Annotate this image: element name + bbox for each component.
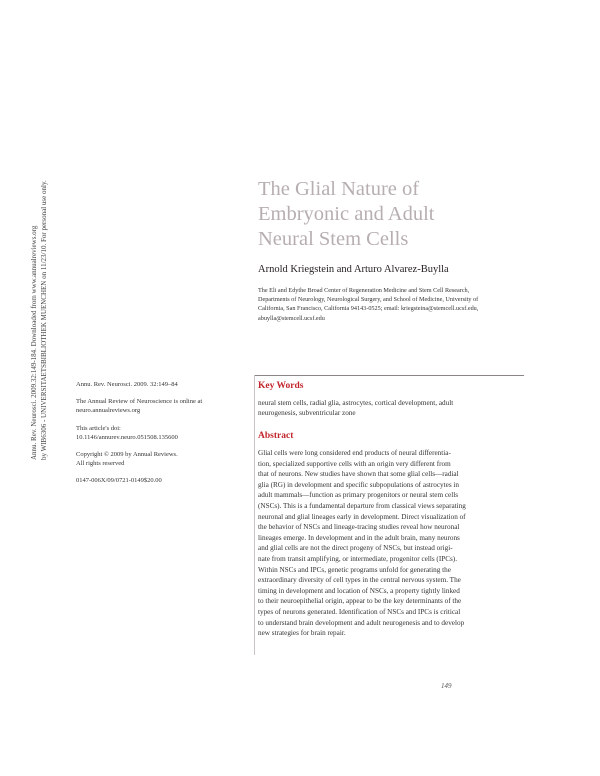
citation: Annu. Rev. Neurosci. 2009. 32:149–84 xyxy=(76,381,178,388)
abstract-line: to their neuroepithelial origin, appear to be the key determinants of the xyxy=(258,597,462,606)
abstract-line: tion, specialized supportive cells with an origin very different from xyxy=(258,459,451,468)
copyright-block xyxy=(76,450,236,468)
authors: Arnold Kriegstein and Arturo Alvarez-Buylla xyxy=(258,264,449,275)
online-line-1: The Annual Review of Neuroscience is online at xyxy=(76,398,203,406)
section-rule xyxy=(254,375,524,376)
keywords-line-2: neurogenesis, subventricular zone xyxy=(258,409,356,418)
abstract-line: lineages emerge. In development and in the adult brain, many neurons xyxy=(258,533,460,542)
article-info-sidebar xyxy=(76,380,236,494)
abstract-line: nate from transit amplifying, or intermediate, progenitor cells (IPCs). xyxy=(258,554,458,563)
abstract-line: to understand brain development and adult neurogenesis and to develop xyxy=(258,618,465,627)
title-line-3: Neural Stem Cells xyxy=(258,228,409,250)
affiliation-line-2: Departments of Neurology, Neurological Surgery, and School of Medicine, University of xyxy=(258,296,479,304)
citation-block xyxy=(76,380,236,389)
abstract-line: Within NSCs and IPCs, genetic programs unfold for generating the xyxy=(258,565,451,574)
affiliation-line-1: The Eli and Edythe Broad Center of Regeneration Medicine and Stem Cell Research, xyxy=(258,287,470,294)
abstract-line: extraordinary diversity of cell types in the central nervous system. The xyxy=(258,576,461,585)
issn: 0147-006X/09/0721-0149$20.00 xyxy=(76,477,162,485)
abstract-line: neuronal and glial lineages early in development. Direct visualization of xyxy=(258,512,466,521)
download-notice-line-1: Annu. Rev. Neurosci. 2009.32:149-184. Downloaded from www.annualreviews.org xyxy=(30,225,38,460)
copyright-line-1: Copyright © 2009 by Annual Reviews. xyxy=(76,451,178,459)
abstract-line: timing in development and location of NSCs, a property tightly linked xyxy=(258,586,460,595)
abstract-line: types of neurons generated. Identification of NSCs and IPCs is critical xyxy=(258,607,461,616)
issn-block xyxy=(76,476,236,485)
download-notice-line-2: by WIB6306 - UNIVERSITAETSBIBLIOTHEK MUENCHEN on 11/23/10. For personal use only. xyxy=(39,180,48,460)
online-line-2: neuro.annualreviews.org xyxy=(76,407,141,415)
download-notice xyxy=(30,120,49,460)
title-line-2: Embryonic and Adult xyxy=(258,203,435,225)
keywords-heading: Key Words xyxy=(258,381,304,391)
keywords-text xyxy=(258,398,520,418)
abstract-line: the behavior of NSCs and lineage-tracing studies reveal how neuronal xyxy=(258,523,460,532)
doi-block xyxy=(76,424,236,442)
abstract-line: new strategies for brain repair. xyxy=(258,629,346,638)
keywords-line-1: neural stem cells, radial glia, astrocytes, cortical development, adult xyxy=(258,399,454,407)
doi-line-1: This article's doi: xyxy=(76,424,121,432)
abstract-line: Glial cells were long considered end products of neural differentia- xyxy=(258,449,451,457)
abstract-line: (NSCs). This is a fundamental departure from classical views separating xyxy=(258,501,466,510)
article-title xyxy=(258,177,558,252)
affiliation xyxy=(258,286,520,323)
abstract-text xyxy=(258,448,523,639)
page-number: 149 xyxy=(441,682,452,690)
abstract-line: adult mammals—function as primary progenitors or neural stem cells xyxy=(258,491,459,500)
column-rule xyxy=(254,375,255,655)
affiliation-line-3: California, San Francisco, California 94143-0525; email: kriegsteina@stemcell.ucsf.edu, xyxy=(258,305,479,313)
affiliation-line-4: abuylla@stemcell.ucsf.edu xyxy=(258,314,325,322)
title-line-1: The Glial Nature of xyxy=(258,178,420,200)
abstract-line: glia (RG) in development and specific subpopulations of astrocytes in xyxy=(258,480,460,489)
abstract-line: and glial cells are not the direct progeny of NSCs, but instead origi- xyxy=(258,544,453,553)
abstract-line: that of neurons. New studies have shown that some glial cells—radial xyxy=(258,470,459,479)
abstract-heading: Abstract xyxy=(258,431,294,441)
doi-line-2: 10.1146/annurev.neuro.051508.135600 xyxy=(76,433,178,441)
copyright-line-2: All rights reserved xyxy=(76,460,125,468)
online-block xyxy=(76,397,236,415)
